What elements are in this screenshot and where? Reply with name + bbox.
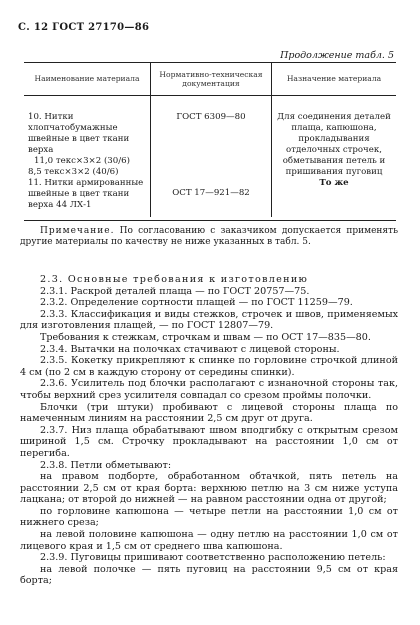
document-body bbox=[20, 274, 398, 587]
purpose-cell: Для соединения деталей плаща, капюшона, прокладывания отделочных строчек, обметывания петель и пришивания пуговиц bbox=[272, 96, 397, 179]
section-heading: 2.3. Основные требования к изготовлению bbox=[40, 274, 309, 285]
column-header-documentation: Нормативно-техническая документация bbox=[151, 63, 272, 96]
paragraph: по горловине капюшона — четыре петли на расстоянии 1,0 см от нижнего среза; bbox=[20, 505, 398, 529]
material-spec: 11,0 текс×3×2 (30/6) bbox=[34, 156, 130, 166]
column-header-material: Наименование материала bbox=[24, 63, 151, 96]
paragraph: 2.3.8. Петли обметывают: bbox=[40, 459, 172, 471]
material-spec: 8,5 текс×3×2 (40/6) bbox=[28, 167, 119, 177]
paragraph: 2.3.7. Низ плаща обрабатывают швом вподгибку с открытым срезом шириной 1,5 см. Строчку прокладывают на расстоянии 1,0 см от перегиба. bbox=[20, 424, 398, 459]
paragraph: на левой половине капюшона — одну петлю на расстоянии 1,0 см от лицевого края и 1,5 см от среднего шва капюшона. bbox=[20, 529, 398, 552]
paragraph: 2.3.2. Определение сортности плащей — по ГОСТ 11259—79. bbox=[40, 297, 353, 309]
page-header: С. 12 ГОСТ 27170—86 bbox=[18, 22, 150, 33]
paragraph: на левой полочке — пять пуговиц на расстоянии 9,5 см от края борта; bbox=[20, 563, 398, 587]
material-name: 11. Нитки армированные швейные в цвет ткани верха 44 ЛХ-1 bbox=[28, 178, 144, 210]
purpose-value: То же bbox=[319, 178, 349, 188]
note-label: Примечание. bbox=[40, 226, 115, 236]
paragraph: 2.3.5. Кокетку прикрепляют к спинке по горловине строчкой длиной 4 см (по 2 см в каждую сторону от середины спинки). bbox=[20, 355, 398, 378]
material-cell bbox=[24, 178, 151, 217]
table-row bbox=[24, 178, 396, 217]
paragraph: 2.3.9. Пуговицы пришивают соответственно расположению петель: bbox=[40, 552, 386, 564]
column-header-purpose: Назначение материала bbox=[272, 63, 397, 96]
paragraph: 2.3.6. Усилитель под блочки располагают с изнаночной стороны так, чтобы верхний срез усилителя совпадал со срезом проймы полочки. bbox=[20, 378, 398, 401]
material-cell bbox=[24, 96, 151, 179]
documentation-value: ОСТ 17—921—82 bbox=[172, 188, 250, 198]
paragraph: 2.3.3. Классификация и виды стежков, строчек и швов, применяемых для изготовления плащей, — по ГОСТ 12807—79. bbox=[20, 308, 398, 332]
table-header-row bbox=[24, 63, 396, 96]
material-name: 10. Нитки хлопчатобумажные швейные в цвет ткани верха bbox=[28, 112, 130, 155]
table-note bbox=[20, 226, 398, 248]
table-continuation-label: Продолжение табл. 5 bbox=[280, 50, 394, 61]
purpose-cell bbox=[272, 178, 397, 217]
table-bottom-rule bbox=[24, 220, 396, 221]
materials-table bbox=[24, 62, 396, 217]
paragraph: Блочки (три штуки) пробивают с лицевой стороны плаща по намеченным линиям на расстоянии 2,5 см друг от друга. bbox=[20, 401, 398, 425]
paragraph: 2.3.1. Раскрой деталей плаща — по ГОСТ 20757—75. bbox=[40, 285, 310, 297]
note-text: По согласованию с заказчиком допускается применять другие материалы по качеству не ниже указанных в табл. 5. bbox=[20, 226, 398, 247]
documentation-cell: ГОСТ 6309—80 bbox=[151, 96, 272, 179]
documentation-cell bbox=[151, 178, 272, 217]
paragraph: на правом подборте, обработанном обтачкой, пять петель на расстоянии 2,5 см от края борта: верхнюю петлю на 3 см ниже уступа лацкана; от второй до нижней — на равном расстоянии одна от другой; bbox=[20, 471, 398, 506]
paragraph: Требования к стежкам, строчкам и швам — по ОСТ 17—835—80. bbox=[40, 331, 371, 343]
table-row bbox=[24, 96, 396, 179]
paragraph: 2.3.4. Вытачки на полочках стачивают с лицевой стороны. bbox=[40, 343, 340, 355]
